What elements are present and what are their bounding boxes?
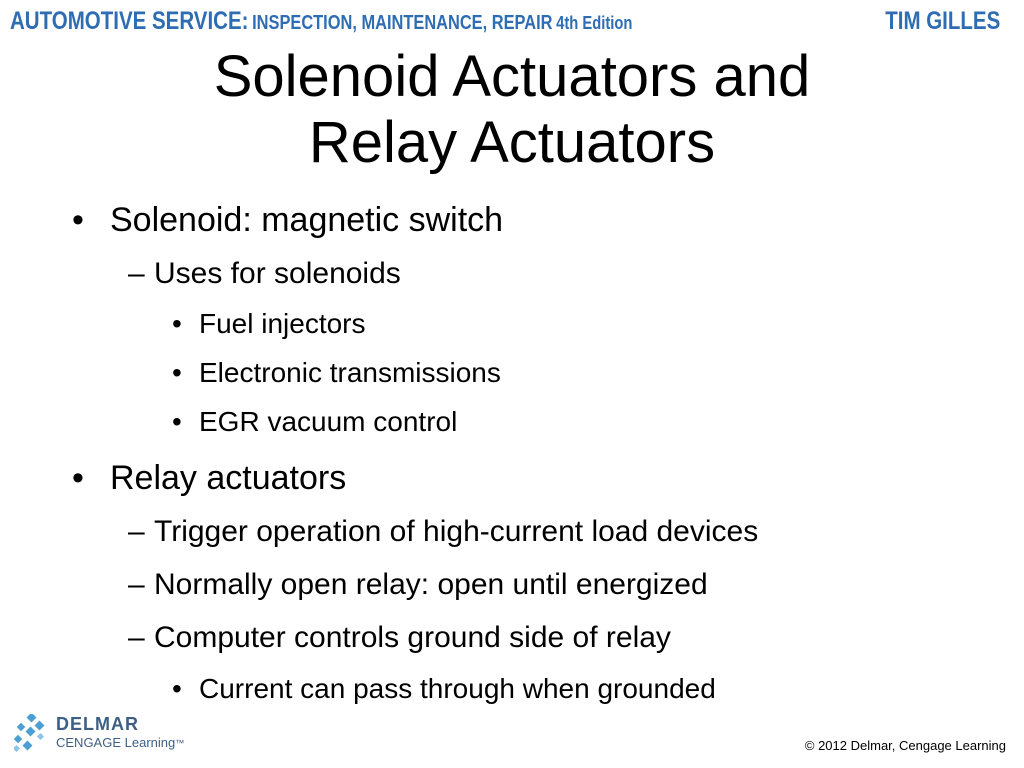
delmar-cengage-logo — [14, 712, 194, 756]
bullet-marker: • — [172, 406, 182, 437]
bullet-text: Solenoid: magnetic switch — [110, 201, 504, 239]
delmar-logo-icon — [14, 714, 48, 752]
bullet-text: Computer controls ground side of relay — [154, 621, 671, 654]
bullet-text: EGR vacuum control — [199, 406, 458, 437]
bullet-text: Relay actuators — [110, 459, 347, 497]
book-title-main: AUTOMOTIVE SERVICE: — [10, 7, 249, 35]
logo-name: DELMAR — [56, 714, 139, 734]
bullet-text: Current can pass through when grounded — [199, 673, 716, 704]
slide-title-line-1: Solenoid Actuators and — [213, 44, 811, 109]
bullet-marker: • — [172, 357, 182, 388]
dash-marker: – — [128, 568, 145, 601]
bullet-marker: • — [172, 673, 182, 704]
logo-subtitle-text: CENGAGE Learning — [56, 735, 176, 750]
slide-title-line-2: Relay Actuators — [308, 110, 716, 175]
bullet-text: Normally open relay: open until energized — [154, 568, 708, 601]
book-author: TIM GILLES — [884, 7, 1000, 35]
bullet-text: Electronic transmissions — [199, 357, 501, 388]
trademark-symbol: ™ — [175, 738, 185, 748]
bullet-marker: • — [72, 201, 84, 239]
dash-marker: – — [128, 257, 145, 290]
dash-marker: – — [128, 515, 145, 548]
copyright-notice: © 2012 Delmar, Cengage Learning — [804, 738, 1006, 753]
book-title-subtitle: INSPECTION, MAINTENANCE, REPAIR — [252, 12, 553, 34]
book-edition: 4th Edition — [556, 13, 633, 33]
bullet-text: Trigger operation of high-current load devices — [154, 515, 759, 548]
bullet-text: Uses for solenoids — [154, 257, 401, 290]
dash-marker: – — [128, 621, 145, 654]
bullet-marker: • — [172, 308, 182, 339]
bullet-marker: • — [72, 459, 84, 497]
logo-subtitle — [56, 735, 184, 751]
bullet-text: Fuel injectors — [199, 308, 366, 339]
